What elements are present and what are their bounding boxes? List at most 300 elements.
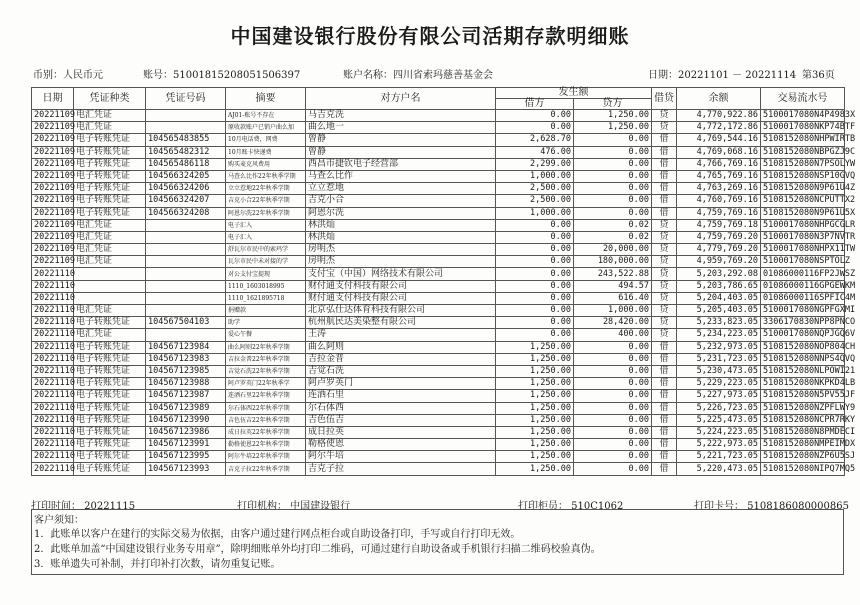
cell-counterparty: 吉克小合 xyxy=(306,195,496,207)
cell-debit: 1,000.00 xyxy=(496,207,574,219)
cell-voucher-type: 电汇凭证 xyxy=(74,329,146,341)
cell-date: 20221109 xyxy=(32,146,74,158)
cell-voucher-type xyxy=(74,280,146,292)
cell-serial: 5108152080NOP804CH xyxy=(761,341,845,353)
table-row xyxy=(32,122,845,134)
cell-voucher-no: 104567504103 xyxy=(146,317,226,329)
cell-date: 20221110 xyxy=(32,390,74,402)
cell-credit: 400.00 xyxy=(574,329,652,341)
cell-voucher-no: 104566324207 xyxy=(146,195,226,207)
cell-balance: 5,221,723.05 xyxy=(677,451,761,463)
cell-voucher-type xyxy=(74,268,146,280)
cell-balance: 5,231,723.05 xyxy=(677,353,761,365)
cell-date: 20221109 xyxy=(32,244,74,256)
cell-serial: 5100017080NKP74BTF xyxy=(761,122,845,134)
cell-serial: 5108152080N8PMDECI xyxy=(761,426,845,438)
cell-dc: 借 xyxy=(652,414,677,426)
cell-date: 20221110 xyxy=(32,414,74,426)
cell-voucher-no xyxy=(146,231,226,243)
cell-balance: 4,759,769.18 xyxy=(677,219,761,231)
table-row xyxy=(32,207,845,219)
table-row xyxy=(32,378,845,390)
cell-serial: 5108152080NSP10GVQ xyxy=(761,170,845,182)
cell-dc: 贷 xyxy=(652,110,677,122)
cell-serial: 5100017080N4P4983X xyxy=(761,110,845,122)
cell-summary: 电子汇入 xyxy=(226,219,306,231)
account-number: 账号：51001815208051506397 xyxy=(143,70,301,81)
cell-counterparty: 尔石体西 xyxy=(306,402,496,414)
cell-serial: 5108152080NBPGZJ9C xyxy=(761,146,845,158)
cell-dc: 贷 xyxy=(652,268,677,280)
cell-summary: 吉克子拉22年秋季学期 xyxy=(226,463,306,475)
cell-counterparty: 西昌市捷钦电子经营部 xyxy=(306,158,496,170)
cell-voucher-type: 电子转账凭证 xyxy=(74,353,146,365)
notes-header: 客户须知： xyxy=(34,515,84,526)
table-row xyxy=(32,195,845,207)
table-row xyxy=(32,183,845,195)
cell-voucher-no: 104565486118 xyxy=(146,158,226,170)
cell-balance: 4,779,769.20 xyxy=(677,244,761,256)
cell-voucher-no: 104567123993 xyxy=(146,463,226,475)
cell-voucher-no: 104566324205 xyxy=(146,170,226,182)
cell-debit: 2,500.00 xyxy=(496,183,574,195)
cell-credit: 0.00 xyxy=(574,414,652,426)
cell-dc: 贷 xyxy=(652,122,677,134)
cell-voucher-no: 104567123986 xyxy=(146,426,226,438)
cell-debit: 0.00 xyxy=(496,231,574,243)
cell-voucher-type: 电子转账凭证 xyxy=(74,402,146,414)
cell-counterparty: 成日拉英 xyxy=(306,426,496,438)
table-row xyxy=(32,402,845,414)
table-row xyxy=(32,110,845,122)
cell-date: 20221110 xyxy=(32,439,74,451)
cell-credit: 0.00 xyxy=(574,463,652,475)
cell-dc: 贷 xyxy=(652,231,677,243)
cell-serial: 5108152080N9P61U5X xyxy=(761,207,845,219)
col-date: 日期 xyxy=(32,88,74,110)
cell-serial: 5108152080N5PV55JF xyxy=(761,390,845,402)
cell-date: 20221110 xyxy=(32,402,74,414)
cell-voucher-type: 电子转账凭证 xyxy=(74,183,146,195)
cell-voucher-no xyxy=(146,122,226,134)
cell-serial: 5108152080NZPFLWY9 xyxy=(761,402,845,414)
cell-summary: 阿恩尔洗22年秋季学期 xyxy=(226,207,306,219)
cell-dc: 贷 xyxy=(652,280,677,292)
cell-serial: 5108152080NCPR7RKY xyxy=(761,414,845,426)
cell-voucher-no xyxy=(146,256,226,268)
cell-debit: 2,500.00 xyxy=(496,195,574,207)
cell-date: 20221110 xyxy=(32,305,74,317)
cell-voucher-no xyxy=(146,268,226,280)
cell-counterparty: 连洒石里 xyxy=(306,390,496,402)
cell-credit: 1,250.00 xyxy=(574,110,652,122)
cell-date: 20221109 xyxy=(32,134,74,146)
cell-serial: 5108152080NZP6U5SJ xyxy=(761,451,845,463)
cell-balance: 5,204,403.05 xyxy=(677,292,761,304)
cell-debit: 0.00 xyxy=(496,256,574,268)
cell-dc: 借 xyxy=(652,353,677,365)
cell-voucher-type xyxy=(74,292,146,304)
table-row xyxy=(32,463,845,475)
cell-credit: 616.40 xyxy=(574,292,652,304)
cell-serial: 3306170830NPP8PNCO xyxy=(761,317,845,329)
cell-summary: 连洒石里22年秋季学期 xyxy=(226,390,306,402)
cell-voucher-type: 电子转账凭证 xyxy=(74,134,146,146)
statement-title: 中国建设银行股份有限公司活期存款明细账 xyxy=(230,24,630,48)
cell-counterparty: 曲么地一 xyxy=(306,122,496,134)
cell-debit: 1,250.00 xyxy=(496,402,574,414)
cell-summary: 阿尔牛培22年秋季学期 xyxy=(226,451,306,463)
cell-summary: 瓦尔市民中未对接的学 xyxy=(226,256,306,268)
cell-summary: 对公支付宝提现 xyxy=(226,268,306,280)
cell-voucher-no xyxy=(146,292,226,304)
cell-credit: 0.00 xyxy=(574,378,652,390)
cell-credit: 494.57 xyxy=(574,280,652,292)
cell-serial: 5108152080NIPQ7MQ5 xyxy=(761,463,845,475)
cell-voucher-no: 104567123995 xyxy=(146,451,226,463)
cell-credit: 0.00 xyxy=(574,207,652,219)
cell-dc: 借 xyxy=(652,451,677,463)
cell-dc: 借 xyxy=(652,463,677,475)
cell-dc: 贷 xyxy=(652,219,677,231)
col-credit: 贷方 xyxy=(574,99,652,110)
col-dc: 借贷 xyxy=(652,88,677,110)
cell-serial: 5100017080NQPJGQ6V xyxy=(761,329,845,341)
cell-serial: 01086000116SPFIC4M xyxy=(761,292,845,304)
cell-credit: 0.02 xyxy=(574,219,652,231)
table-row xyxy=(32,426,845,438)
cell-voucher-type: 电子转账凭证 xyxy=(74,158,146,170)
table-row xyxy=(32,414,845,426)
cell-counterparty: 勒格使恩 xyxy=(306,439,496,451)
cell-balance: 5,234,223.05 xyxy=(677,329,761,341)
cell-debit: 1,250.00 xyxy=(496,439,574,451)
cell-voucher-no: 104567123985 xyxy=(146,365,226,377)
cell-voucher-type: 电子转账凭证 xyxy=(74,439,146,451)
note-line: 2．此账单加盖“中国建设银行业务专用章”，除明细账单外均打印二维码，可通过建行自助设备或手机银行扫描二维码校验真伪。 xyxy=(34,544,601,555)
cell-summary: 10月账卡快递费 xyxy=(226,146,306,158)
cell-serial: 5100017080NSPTOLZ xyxy=(761,256,845,268)
cell-voucher-no xyxy=(146,305,226,317)
cell-dc: 借 xyxy=(652,134,677,146)
cell-debit: 2,299.00 xyxy=(496,158,574,170)
cell-voucher-type: 电子转账凭证 xyxy=(74,207,146,219)
cell-balance: 4,769,544.16 xyxy=(677,134,761,146)
cell-serial: 5108152080NHPWIRTB xyxy=(761,134,845,146)
cell-debit: 0.00 xyxy=(496,280,574,292)
cell-debit: 0.00 xyxy=(496,122,574,134)
print-teller: 打印柜员： 510C1062 xyxy=(518,501,624,512)
cell-balance: 5,230,473.05 xyxy=(677,365,761,377)
cell-balance: 5,226,723.05 xyxy=(677,402,761,414)
cell-serial: 01086000116FP2JWSZ xyxy=(761,268,845,280)
cell-credit: 243,522.88 xyxy=(574,268,652,280)
cell-counterparty: 马查么比作 xyxy=(306,170,496,182)
cell-date: 20221109 xyxy=(32,256,74,268)
cell-credit: 0.00 xyxy=(574,439,652,451)
cell-serial: 5108152080N7PSOLYW xyxy=(761,158,845,170)
cell-balance: 5,225,473.05 xyxy=(677,414,761,426)
cell-credit: 1,000.00 xyxy=(574,305,652,317)
cell-summary: 阿卢罗英门22年秋季学 xyxy=(226,378,306,390)
cell-date: 20221110 xyxy=(32,451,74,463)
col-serial: 交易流水号 xyxy=(761,88,845,110)
cell-debit: 476.00 xyxy=(496,146,574,158)
cell-date: 20221110 xyxy=(32,280,74,292)
cell-credit: 0.00 xyxy=(574,365,652,377)
cell-dc: 贷 xyxy=(652,305,677,317)
table-row xyxy=(32,329,845,341)
cell-dc: 借 xyxy=(652,146,677,158)
cell-credit: 0.00 xyxy=(574,353,652,365)
cell-balance: 5,222,973.05 xyxy=(677,439,761,451)
cell-date: 20221110 xyxy=(32,329,74,341)
cell-balance: 5,220,473.05 xyxy=(677,463,761,475)
col-summary: 摘要 xyxy=(226,88,306,110)
cell-counterparty: 财付通支付科技有限公司 xyxy=(306,280,496,292)
cell-balance: 5,205,403.05 xyxy=(677,305,761,317)
cell-summary: 尔石体西22年秋季学期 xyxy=(226,402,306,414)
cell-counterparty: 曾静 xyxy=(306,134,496,146)
cell-summary: 勒格使恩22年秋季学期 xyxy=(226,439,306,451)
cell-credit: 0.00 xyxy=(574,451,652,463)
cell-balance: 4,770,922.86 xyxy=(677,110,761,122)
table-row xyxy=(32,134,845,146)
cell-date: 20221109 xyxy=(32,122,74,134)
cell-voucher-type: 电汇凭证 xyxy=(74,231,146,243)
cell-date: 20221110 xyxy=(32,426,74,438)
cell-voucher-type: 电汇凭证 xyxy=(74,256,146,268)
cell-counterparty: 杭州航民达美染整有限公司 xyxy=(306,317,496,329)
cell-dc: 借 xyxy=(652,195,677,207)
col-amount: 发生额 xyxy=(496,88,652,99)
cell-voucher-no: 104567123990 xyxy=(146,414,226,426)
cell-serial: 5108152080NCPUTTX2 xyxy=(761,195,845,207)
cell-debit: 1,250.00 xyxy=(496,451,574,463)
cell-summary: 1110_1603018995 xyxy=(226,280,306,292)
cell-counterparty: 曾静 xyxy=(306,146,496,158)
cell-counterparty: 吉拉金普 xyxy=(306,353,496,365)
cell-debit: 0.00 xyxy=(496,268,574,280)
cell-voucher-type: 电子转账凭证 xyxy=(74,378,146,390)
cell-balance: 5,203,292.08 xyxy=(677,268,761,280)
cell-dc: 贷 xyxy=(652,317,677,329)
cell-dc: 借 xyxy=(652,439,677,451)
cell-balance: 4,766,769.16 xyxy=(677,158,761,170)
cell-credit: 0.00 xyxy=(574,146,652,158)
cell-debit: 0.00 xyxy=(496,305,574,317)
cell-debit: 1,250.00 xyxy=(496,365,574,377)
print-org: 打印机构： 中国建设银行 xyxy=(237,501,351,512)
cell-credit: 0.00 xyxy=(574,195,652,207)
table-row xyxy=(32,158,845,170)
cell-date: 20221110 xyxy=(32,268,74,280)
cell-credit: 0.00 xyxy=(574,390,652,402)
cell-counterparty: 支付宝（中国）网络技术有限公司 xyxy=(306,268,496,280)
cell-voucher-type: 电子转账凭证 xyxy=(74,317,146,329)
cell-date: 20221110 xyxy=(32,365,74,377)
cell-counterparty: 马吉克洗 xyxy=(306,110,496,122)
col-voucher-type: 凭证种类 xyxy=(74,88,146,110)
cell-debit: 1,250.00 xyxy=(496,463,574,475)
cell-credit: 20,000.00 xyxy=(574,244,652,256)
cell-counterparty: 吉克子拉 xyxy=(306,463,496,475)
cell-credit: 0.00 xyxy=(574,341,652,353)
cell-date: 20221110 xyxy=(32,353,74,365)
cell-credit: 1,250.00 xyxy=(574,122,652,134)
cell-voucher-no xyxy=(146,219,226,231)
cell-credit: 0.00 xyxy=(574,426,652,438)
cell-balance: 5,232,973.05 xyxy=(677,341,761,353)
cell-credit: 0.00 xyxy=(574,170,652,182)
cell-dc: 借 xyxy=(652,390,677,402)
cell-dc: 借 xyxy=(652,158,677,170)
table-row xyxy=(32,146,845,158)
cell-voucher-type: 电汇凭证 xyxy=(74,122,146,134)
cell-balance: 4,763,269.16 xyxy=(677,183,761,195)
cell-date: 20221110 xyxy=(32,463,74,475)
cell-voucher-no: 104567123984 xyxy=(146,341,226,353)
cell-voucher-type: 电子转账凭证 xyxy=(74,195,146,207)
cell-date: 20221109 xyxy=(32,207,74,219)
cell-voucher-type: 电汇凭证 xyxy=(74,110,146,122)
cell-debit: 1,250.00 xyxy=(496,378,574,390)
cell-voucher-type: 电汇凭证 xyxy=(74,305,146,317)
cell-voucher-type: 电子转账凭证 xyxy=(74,426,146,438)
cell-counterparty: 吉色伍吉 xyxy=(306,414,496,426)
note-line: 3．账单遗失可补制，并打印补打次数，请勿重复记账。 xyxy=(34,559,281,570)
ledger-table xyxy=(31,87,856,476)
cell-serial: 5100017080NHPX11TW xyxy=(761,244,845,256)
cell-balance: 5,229,223.05 xyxy=(677,378,761,390)
cell-counterparty: 阿尔牛培 xyxy=(306,451,496,463)
cell-summary: 成日拉英22年秋季学期 xyxy=(226,426,306,438)
cell-summary: 立立惹地22年秋季学期 xyxy=(226,183,306,195)
cell-summary: 吉觉石洗22年秋季学期 xyxy=(226,365,306,377)
cell-dc: 借 xyxy=(652,207,677,219)
cell-voucher-no: 104567123989 xyxy=(146,402,226,414)
cell-debit: 0.00 xyxy=(496,244,574,256)
cell-summary: 曲么阿则22年秋季学期 xyxy=(226,341,306,353)
cell-voucher-no: 104565482312 xyxy=(146,146,226,158)
cell-summary: 购买麦克风费用 xyxy=(226,158,306,170)
cell-voucher-type: 电子转账凭证 xyxy=(74,341,146,353)
cell-summary: 10月电话费，网费 xyxy=(226,134,306,146)
table-row xyxy=(32,244,845,256)
table-row xyxy=(32,256,845,268)
cell-debit: 0.00 xyxy=(496,219,574,231)
cell-balance: 4,759,769.20 xyxy=(677,231,761,243)
date-range: 日期：20221101 － 20221114 xyxy=(648,70,797,81)
cell-date: 20221110 xyxy=(32,317,74,329)
cell-voucher-type: 电子转账凭证 xyxy=(74,463,146,475)
table-row xyxy=(32,231,845,243)
cell-credit: 0.02 xyxy=(574,231,652,243)
cell-date: 20221109 xyxy=(32,219,74,231)
cell-date: 20221110 xyxy=(32,292,74,304)
cell-summary: AJ01-账号不存在 xyxy=(226,110,306,122)
cell-serial: 5100017080NGPFGXMI xyxy=(761,305,845,317)
col-debit: 借方 xyxy=(496,99,574,110)
cell-debit: 1,000.00 xyxy=(496,170,574,182)
cell-balance: 4,769,068.16 xyxy=(677,146,761,158)
cell-date: 20221109 xyxy=(32,110,74,122)
customer-notes xyxy=(31,509,844,575)
cell-voucher-no: 104566324206 xyxy=(146,183,226,195)
cell-voucher-no: 104566324208 xyxy=(146,207,226,219)
cell-date: 20221109 xyxy=(32,195,74,207)
cell-summary: 吉克小合22年秋季学期 xyxy=(226,195,306,207)
cell-summary: 爱心午餐 xyxy=(226,329,306,341)
cell-date: 20221109 xyxy=(32,183,74,195)
cell-debit: 0.00 xyxy=(496,292,574,304)
cell-voucher-no: 104567123983 xyxy=(146,353,226,365)
cell-date: 20221109 xyxy=(32,231,74,243)
cell-voucher-type: 电子转账凭证 xyxy=(74,365,146,377)
table-row xyxy=(32,219,845,231)
cell-dc: 贷 xyxy=(652,256,677,268)
table-row xyxy=(32,390,845,402)
cell-dc: 借 xyxy=(652,426,677,438)
cell-credit: 0.00 xyxy=(574,183,652,195)
cell-voucher-no xyxy=(146,329,226,341)
cell-summary: 马查么比作22年秋季学期 xyxy=(226,170,306,182)
cell-counterparty: 阿卢罗英门 xyxy=(306,378,496,390)
cell-balance: 5,203,786.65 xyxy=(677,280,761,292)
cell-voucher-no xyxy=(146,110,226,122)
cell-counterparty: 立立惹地 xyxy=(306,183,496,195)
cell-debit: 0.00 xyxy=(496,317,574,329)
print-card: 打印卡号： 5108186080000865 xyxy=(694,501,849,512)
cell-voucher-no: 104567123988 xyxy=(146,378,226,390)
cell-voucher-type: 电子转账凭证 xyxy=(74,146,146,158)
cell-voucher-no: 104567123987 xyxy=(146,390,226,402)
cell-dc: 借 xyxy=(652,378,677,390)
table-row xyxy=(32,268,845,280)
cell-summary: 助学 xyxy=(226,317,306,329)
cell-counterparty: 王涛 xyxy=(306,329,496,341)
cell-dc: 贷 xyxy=(652,292,677,304)
note-line: 1．此账单以客户在建行的实际交易为依据，由客户通过建行网点柜台或自助设备打印，手写或自行打印无效。 xyxy=(34,529,521,540)
cell-credit: 28,420.00 xyxy=(574,317,652,329)
print-date: 打印时间： 20221115 xyxy=(31,501,136,512)
table-row xyxy=(32,341,845,353)
cell-summary: 原收款账户已销户曲么加 xyxy=(226,122,306,134)
table-row xyxy=(32,292,845,304)
cell-voucher-type: 电子转账凭证 xyxy=(74,390,146,402)
account-name: 账户名称：四川省索玛慈善基金会 xyxy=(343,70,493,81)
cell-summary: 吉色伍吉22年秋季学期 xyxy=(226,414,306,426)
page-number: 第36页 xyxy=(802,70,835,81)
cell-date: 20221110 xyxy=(32,378,74,390)
table-row xyxy=(32,305,845,317)
cell-serial: 5108152080NMPEIMDX xyxy=(761,439,845,451)
table-row xyxy=(32,170,845,182)
cell-dc: 贷 xyxy=(652,329,677,341)
cell-dc: 借 xyxy=(652,170,677,182)
cell-date: 20221109 xyxy=(32,158,74,170)
cell-balance: 4,760,769.16 xyxy=(677,195,761,207)
col-voucher-no: 凭证号码 xyxy=(146,88,226,110)
cell-summary: 吉拉金普22年秋季学期 xyxy=(226,353,306,365)
cell-debit: 1,250.00 xyxy=(496,353,574,365)
cell-credit: 0.00 xyxy=(574,158,652,170)
cell-voucher-type: 电子转账凭证 xyxy=(74,451,146,463)
table-row xyxy=(32,365,845,377)
cell-balance: 5,227,973.05 xyxy=(677,390,761,402)
cell-summary: 电子汇入 xyxy=(226,231,306,243)
cell-dc: 借 xyxy=(652,183,677,195)
